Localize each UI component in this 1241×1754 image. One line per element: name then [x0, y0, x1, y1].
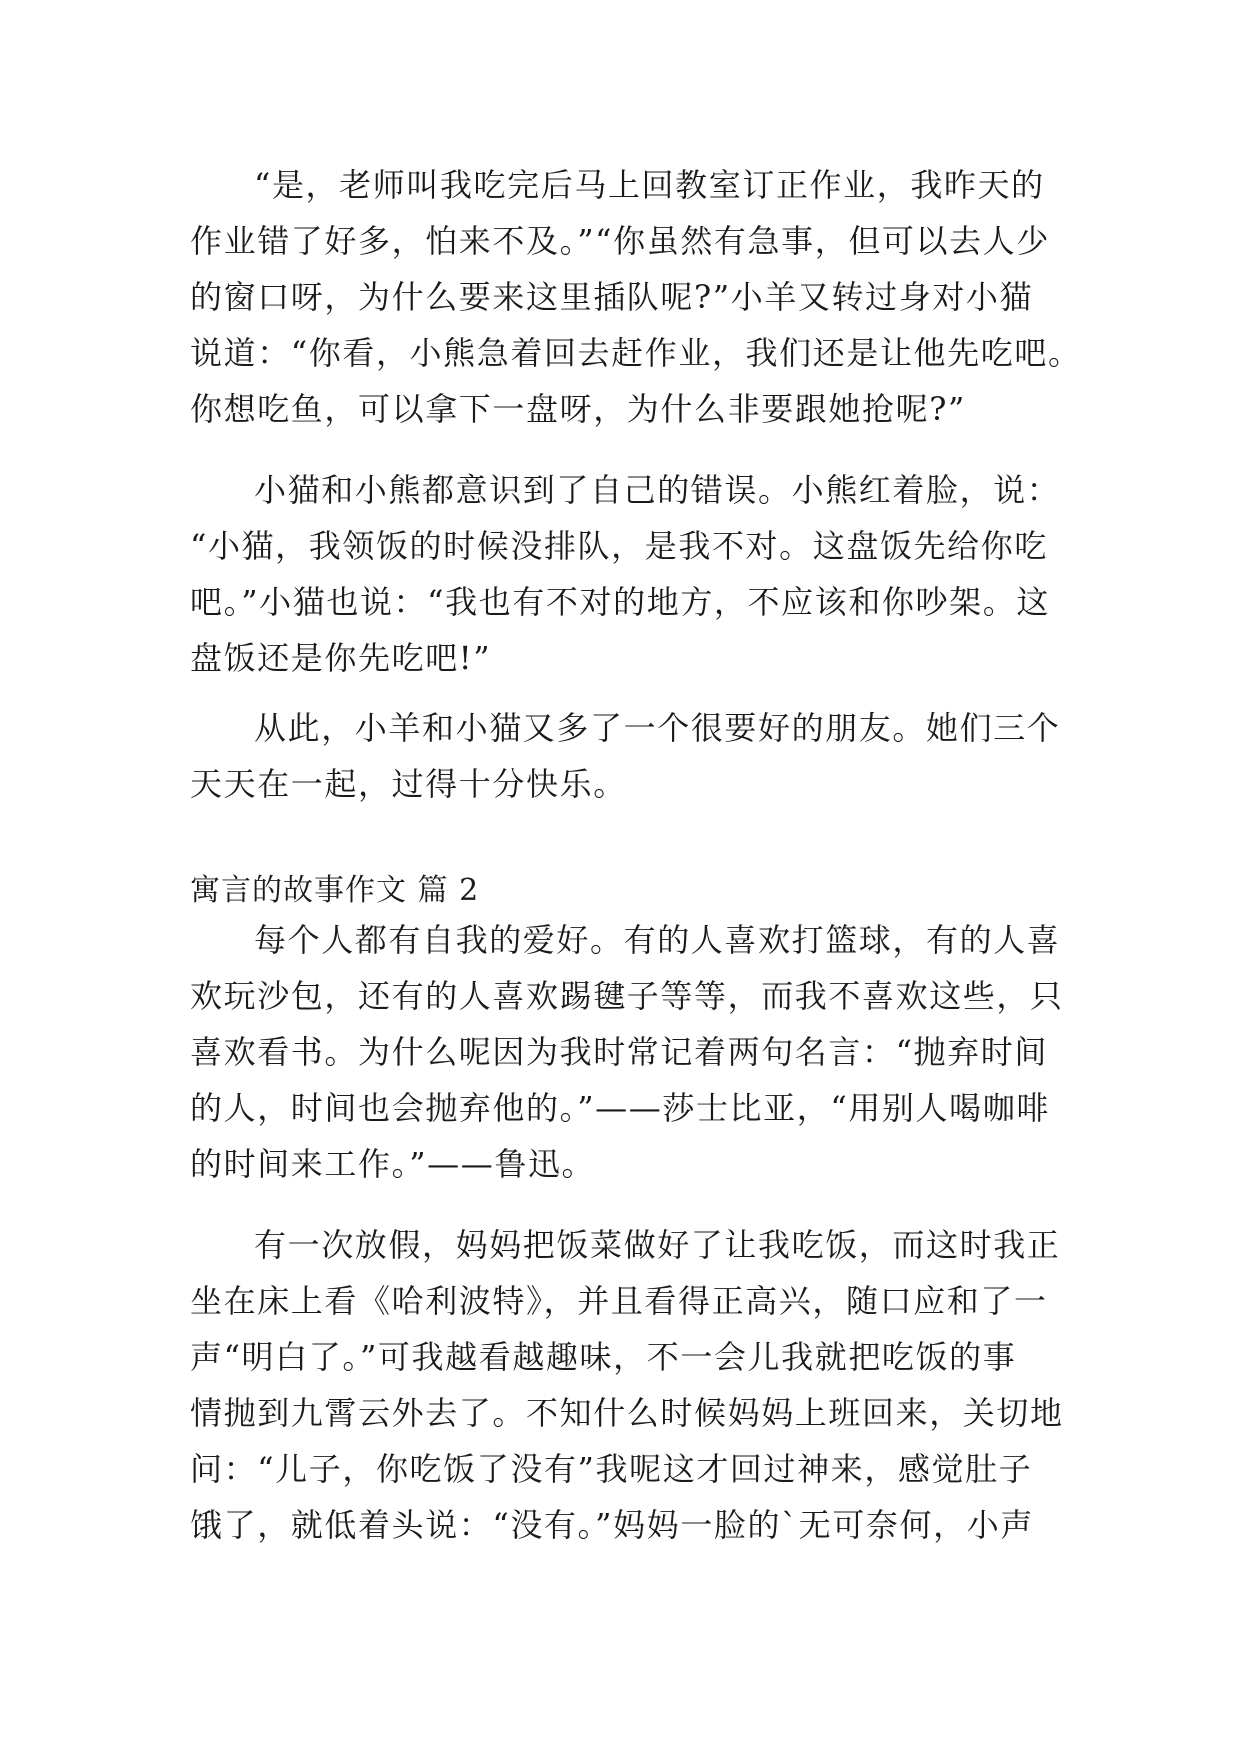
- paragraph-line: 的人，时间也会抛弃他的。”——莎士比亚，“用别人喝咖啡: [190, 1089, 1050, 1127]
- paragraph-line: 欢玩沙包，还有的人喜欢踢毽子等等，而我不喜欢这些，只: [190, 977, 1064, 1015]
- paragraph-line: 你想吃鱼，可以拿下一盘呀，为什么非要跟她抢呢?”: [190, 390, 966, 428]
- paragraph: [190, 157, 1082, 437]
- paragraph-line: 作业错了好多，怕来不及。”“你虽然有急事，但可以去人少: [190, 222, 1050, 260]
- paragraph: [190, 1217, 1070, 1553]
- paragraph-line: 的窗口呀，为什么要来这里插队呢?”小羊又转过身对小猫: [190, 278, 1034, 316]
- paragraph-line: 吧。”小猫也说：“我也有不对的地方，不应该和你吵架。这: [190, 583, 1050, 621]
- paragraph-line: 坐在床上看《哈利波特》，并且看得正高兴，随口应和了一: [190, 1282, 1048, 1320]
- paragraph-line: 的时间来工作。”——鲁迅。: [190, 1145, 596, 1183]
- section-heading: [190, 863, 1070, 919]
- paragraph-line: 情抛到九霄云外去了。不知什么时候妈妈上班回来，关切地: [190, 1394, 1064, 1432]
- paragraph-line: 说道：“你看，小熊急着回去赶作业，我们还是让他先吃吧。: [190, 334, 1082, 372]
- paragraph-line: 喜欢看书。为什么呢因为我时常记着两句名言：“抛弃时间: [190, 1033, 1048, 1071]
- section-heading-text: 寓言的故事作文 篇 2: [190, 873, 480, 908]
- paragraph-line: “小猫，我领饭的时候没排队，是我不对。这盘饭先给你吃: [190, 527, 1048, 565]
- paragraph-line: 问：“儿子，你吃饭了没有”我呢这才回过神来，感觉肚子: [190, 1450, 1033, 1488]
- paragraph-line: 小猫和小熊都意识到了自己的错误。小熊红着脸，说：: [254, 471, 1061, 509]
- paragraph-line: 声“明白了。”可我越看越趣味，不一会儿我就把吃饭的事: [190, 1338, 1017, 1376]
- paragraph: [190, 700, 1070, 812]
- paragraph: [190, 912, 1070, 1192]
- paragraph-line: “是，老师叫我吃完后马上回教室订正作业，我昨天的: [254, 166, 1045, 204]
- paragraph-line: 从此，小羊和小猫又多了一个很要好的朋友。她们三个: [254, 709, 1061, 747]
- paragraph-line: 盘饭还是你先吃吧!”: [190, 639, 492, 677]
- paragraph: [190, 462, 1070, 686]
- paragraph-line: 天天在一起，过得十分快乐。: [190, 765, 627, 803]
- paragraph-line: 有一次放假，妈妈把饭菜做好了让我吃饭，而这时我正: [254, 1226, 1061, 1264]
- paragraph-line: 每个人都有自我的爱好。有的人喜欢打篮球，有的人喜: [254, 921, 1061, 959]
- paragraph-line: 饿了，就低着头说：“没有。”妈妈一脸的`无可奈何，小声: [190, 1506, 1034, 1544]
